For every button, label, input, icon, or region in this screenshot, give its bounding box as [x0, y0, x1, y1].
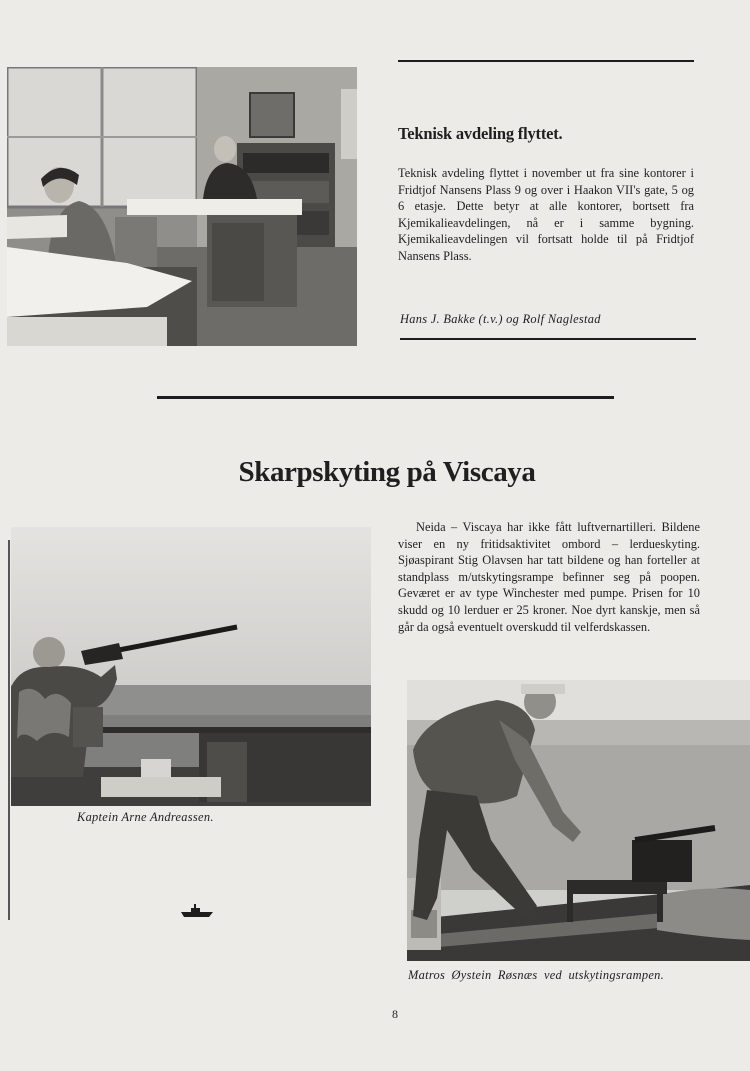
article-title: Teknisk avdeling flyttet. [398, 124, 563, 143]
office-photo [7, 67, 357, 346]
ship-icon [181, 904, 213, 918]
article2-body: Neida – Viscaya har ikke fått luftvernartilleri. Bildene viser en ny fritidsaktivitet ombord – lerdueskyting. Sjøaspirant Stig Olavsen har tatt bildene og han forteller at standplass m/utskytingsrampe befinner seg på poopen. Geværet er av type Winchester med pumpe. Prisen for 10 skudd og 10 lerduer er 25 kroner. Noe dyrt kanskje, men så går da også eventuelt overskudd til velferdskassen. [398, 520, 700, 634]
sailor-caption: Matros Øystein Røsnæs ved utskytingsrampen. [408, 968, 665, 982]
photo-caption: Hans J. Bakke (t.v.) og Rolf Naglestad [400, 312, 601, 326]
article-body: Teknisk avdeling flyttet i november ut fra sine kontorer i Fridtjof Nansens Plass 9 og over i Haakon VII's gate, 5 og 6 etasje. Dette betyr at alle kontorer, bortsett fra Kjemikalieavdelingen, nå er i samme bygning. Kjemikalieavdelingen vil fortsatt holde til på Fridtjof Nansens Plass. [398, 166, 694, 263]
caption-rule [400, 338, 696, 340]
article-headline: Skarpskyting på Viscaya [238, 456, 536, 488]
captain-photo [11, 527, 371, 806]
page-number: 8 [392, 1007, 398, 1021]
section-divider [157, 396, 614, 399]
margin-line [8, 540, 10, 920]
captain-caption: Kaptein Arne Andreassen. [77, 810, 214, 824]
sailor-photo [407, 680, 750, 961]
top-rule [398, 60, 694, 62]
